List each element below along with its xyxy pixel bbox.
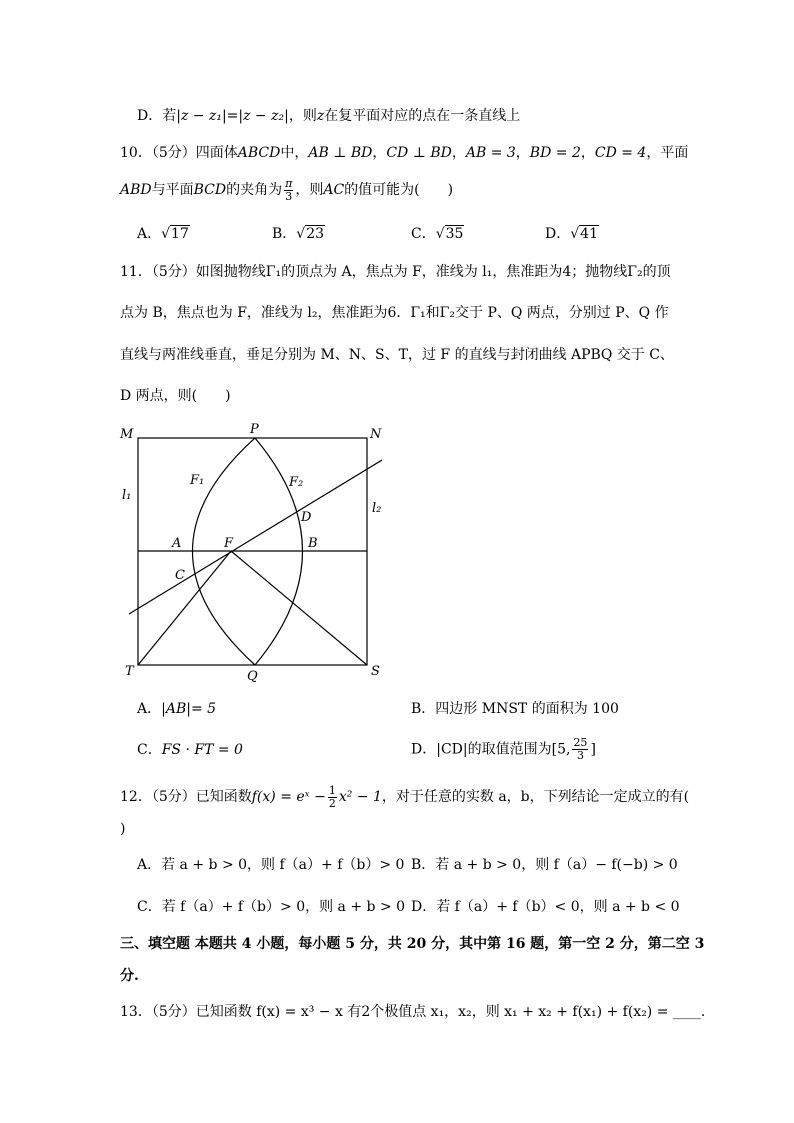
question-score: （5分）: [151, 789, 196, 805]
range-fraction: [572, 737, 588, 762]
option-text: FS · FT = 0: [161, 742, 243, 758]
text: ，平面: [646, 145, 689, 161]
numerator: 25: [573, 736, 588, 749]
label-l2: l₂: [372, 501, 382, 516]
question-number: 13．: [120, 1004, 152, 1020]
math-expression: |z − z₁|=|z − z₂|: [176, 108, 289, 124]
text: 已知函数 f(x) = x³ − x 有2个极值点 x₁，x₂，则 x₁ + x₂ + f(x₁) + f(x₂) = ____.: [195, 1004, 706, 1020]
question-score: （5分）: [151, 1004, 196, 1020]
sqrt: √17: [161, 226, 189, 242]
math: AB = 3: [465, 145, 516, 161]
denominator: 2: [328, 796, 336, 810]
text: 的夹角为: [226, 182, 283, 198]
label-f2: F₂: [289, 475, 304, 490]
radicand: 17: [171, 226, 189, 242]
section3-heading-line1: 三、填空题 本题共 4 小题，每小题 5 分，共 20 分，其中第 16 题，第一空 2 分，第二空 3: [120, 936, 705, 952]
label-l1: l₁: [122, 488, 132, 503]
numerator: π: [285, 176, 293, 190]
option-label: C．: [137, 742, 162, 758]
math: ABD: [120, 182, 152, 198]
label-d: D: [301, 510, 312, 525]
label-m: M: [120, 427, 134, 442]
text: 四面体: [195, 145, 238, 161]
text: ，: [372, 145, 387, 161]
radicand: 41: [580, 226, 598, 242]
q13-line1: [120, 1002, 705, 1022]
label-b: B: [308, 536, 318, 551]
q11-line4: D 两点，则( ): [120, 388, 231, 404]
q12-option-a[interactable]: A．若 a + b > 0，则 f（a）+ f（b）> 0: [137, 857, 405, 873]
question-number: 11．: [120, 264, 152, 280]
text: ，对于任意的实数 a，b，下列结论一定成立的有(: [381, 789, 690, 805]
q12-option-c[interactable]: C．若 f（a）+ f（b）> 0，则 a + b > 0: [137, 899, 406, 915]
question-score: （5分）: [151, 145, 196, 161]
text: ，: [451, 145, 466, 161]
math: CD ⊥ BD: [386, 145, 452, 161]
math: CD = 4: [594, 145, 647, 161]
q12-line1: [120, 783, 689, 811]
q12-line2: ): [120, 821, 126, 837]
label-f1: F₁: [190, 473, 205, 488]
label-n: N: [370, 427, 382, 442]
q11-line2: 点为 B，焦点也为 F，准线为 l₂，焦准距为6．Γ₁和Γ₂交于 P、Q 两点，分别过 P、Q 作: [120, 305, 669, 321]
option-text: |AB|= 5: [161, 701, 217, 717]
radicand: 35: [445, 226, 464, 242]
label-f: F: [224, 536, 234, 551]
option-label: D．: [545, 226, 571, 242]
denominator: 3: [285, 189, 293, 203]
math: AB ⊥ BD: [308, 145, 373, 161]
option-label: D．: [411, 741, 437, 758]
q11-option-a[interactable]: [137, 699, 216, 719]
math: AC: [323, 182, 345, 198]
text: 在复平面对应的点在一条直线上: [324, 108, 521, 124]
q11-option-d[interactable]: [411, 737, 596, 762]
half-fraction: [328, 785, 337, 810]
option-label: C．: [411, 226, 436, 242]
option-text: |CD|的取值范围为[5,: [436, 741, 571, 758]
q12-option-b[interactable]: B．若 a + b > 0，则 f（a）− f(−b) > 0: [411, 857, 678, 873]
label-q: Q: [247, 669, 258, 684]
label-p: P: [250, 422, 259, 437]
text: ，则: [295, 182, 324, 198]
section3-heading-line2: 分.: [120, 968, 139, 984]
q11-option-c[interactable]: [137, 740, 243, 760]
denominator: 3: [576, 749, 584, 762]
option-label: A．: [137, 226, 162, 242]
text: 如图抛物线Γ₁的顶点为 A，焦点为 F，准线为 l₁，焦准距为4；抛物线Γ₂的顶: [195, 264, 671, 280]
radicand: 23: [306, 226, 325, 242]
q12-option-d[interactable]: D．若 f（a）+ f（b）< 0，则 a + b < 0: [411, 899, 680, 915]
question-number: 12．: [120, 789, 152, 805]
text: 已知函数: [195, 789, 252, 805]
q11-line3: 直线与两准线垂直，垂足分别为 M、N、S、T，过 F 的直线与封闭曲线 APBQ 交于 C、: [120, 347, 674, 363]
text: 中，: [280, 145, 309, 161]
text: 与平面: [151, 182, 194, 198]
math: ABCD: [237, 145, 281, 161]
segment-fs: [231, 551, 367, 665]
math: BD = 2: [529, 145, 581, 161]
option-label: B．: [272, 226, 297, 242]
option-text: 四边形 MNST 的面积为 100: [435, 701, 619, 717]
option-label: D．: [137, 108, 163, 124]
math: BCD: [193, 182, 227, 198]
sqrt: √41: [570, 226, 598, 242]
text: 若: [162, 108, 177, 124]
option-label: B．: [411, 701, 436, 717]
math: x² − 1: [338, 789, 382, 805]
q11-option-b[interactable]: [411, 699, 619, 719]
label-a: A: [172, 536, 182, 551]
label-s: S: [371, 664, 380, 679]
question-number: 10．: [120, 145, 152, 161]
question-score: （5分）: [151, 264, 196, 280]
line-through-f: [129, 460, 382, 614]
label-t: T: [125, 664, 134, 679]
text: ，: [515, 145, 530, 161]
math-var: z: [316, 108, 325, 124]
option-label: A．: [137, 701, 162, 717]
numerator: 1: [328, 783, 336, 797]
text: ，则: [288, 108, 317, 124]
option-text: ]: [590, 741, 596, 758]
text: ，: [580, 145, 595, 161]
label-c: C: [175, 568, 185, 583]
text: 的值可能为( ): [344, 182, 454, 198]
sqrt: √23: [296, 226, 325, 242]
math: f(x) = eˣ −: [251, 789, 326, 805]
sqrt: √35: [435, 226, 464, 242]
